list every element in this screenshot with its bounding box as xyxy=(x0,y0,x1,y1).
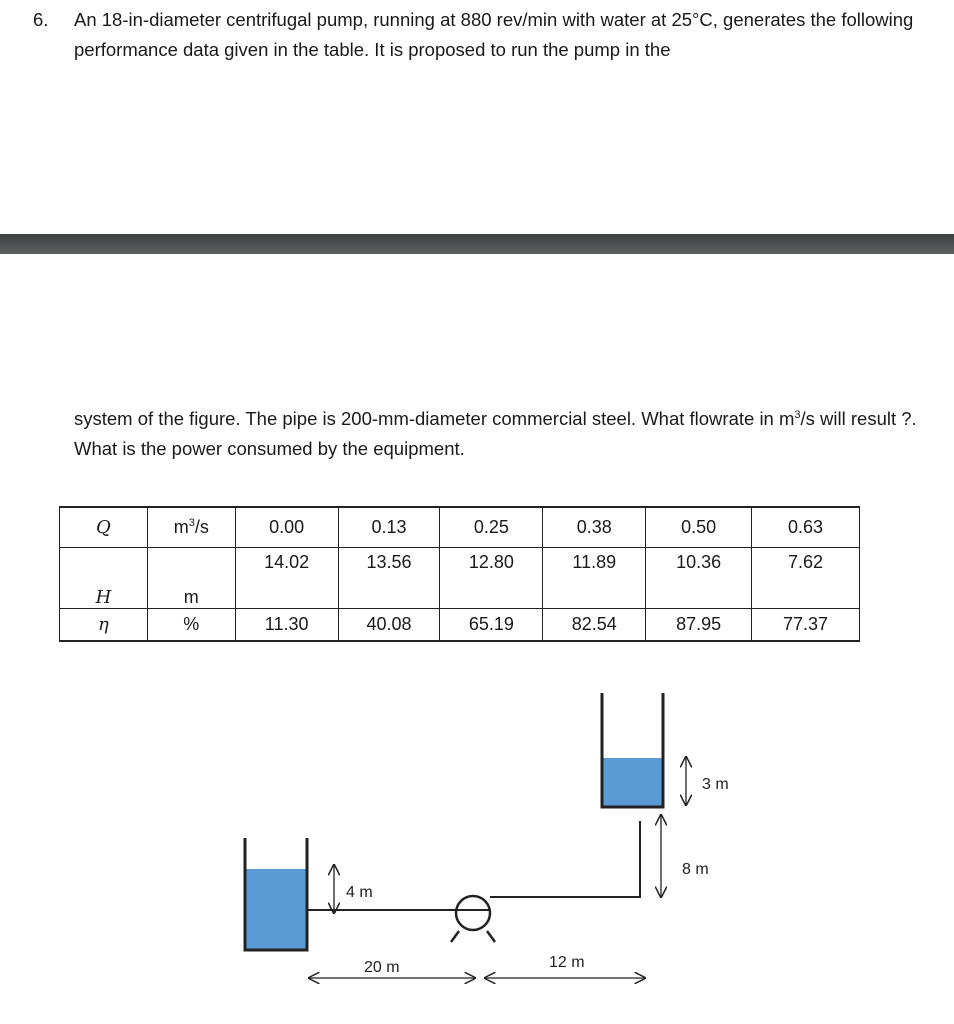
problem-text-part1: An 18-in-diameter centrifugal pump, running at 880 rev/min with water at 25°C, generates the following performance data given in the table. It is proposed to run the pump in the xyxy=(74,9,914,60)
table-cell: 0.25 xyxy=(440,507,543,548)
table-cell: 0.13 xyxy=(338,507,440,548)
table-cell: 40.08 xyxy=(338,609,440,642)
label-lower-tank-height: 4 m xyxy=(346,884,373,901)
unit-q-base: m xyxy=(173,517,189,537)
pump-icon xyxy=(451,896,495,942)
table-cell: 12.80 xyxy=(440,548,543,587)
problem-text-part2b: /s will result ?. What is the power consumed by the equipment. xyxy=(74,408,917,460)
problem-text-part2a: system of the figure. The pipe is 200-mm-diameter commercial steel. What flowrate in m xyxy=(74,408,795,430)
table-cell: 10.36 xyxy=(646,548,752,587)
table-cell: 77.37 xyxy=(752,609,860,642)
table-cell: 0.38 xyxy=(543,507,646,548)
label-upper-tank-depth: 3 m xyxy=(702,776,729,793)
table-cell: 0.63 xyxy=(752,507,860,548)
unit-q-rest: /s xyxy=(194,517,209,537)
upper-tank-water xyxy=(603,758,662,806)
table-cell: 13.56 xyxy=(338,548,440,587)
label-discharge-length: 12 m xyxy=(549,954,585,971)
problem-number: 6. xyxy=(33,9,49,30)
table-cell: 87.95 xyxy=(646,609,752,642)
label-riser-height: 8 m xyxy=(682,861,709,878)
row-unit-eta: % xyxy=(147,609,235,642)
row-symbol-eta: η xyxy=(60,609,148,642)
problem-text-part2-sup: 3 xyxy=(794,409,801,421)
unit-q-sup: 3 xyxy=(188,517,195,529)
table-cell: 11.89 xyxy=(543,548,646,587)
table-cell: 7.62 xyxy=(752,548,860,587)
table-cell: 0.00 xyxy=(235,507,338,548)
discharge-pipe xyxy=(490,821,640,897)
table-cell: 14.02 xyxy=(235,548,338,587)
lower-tank-water xyxy=(246,869,306,949)
row-unit-h: m xyxy=(147,586,235,609)
label-suction-length: 20 m xyxy=(364,959,400,976)
row-symbol-q: Q xyxy=(60,507,148,548)
table-cell: 65.19 xyxy=(440,609,543,642)
row-symbol-h: H xyxy=(60,586,148,609)
table-cell: 82.54 xyxy=(543,609,646,642)
table-cell: 11.30 xyxy=(235,609,338,642)
table-cell: 0.50 xyxy=(646,507,752,548)
